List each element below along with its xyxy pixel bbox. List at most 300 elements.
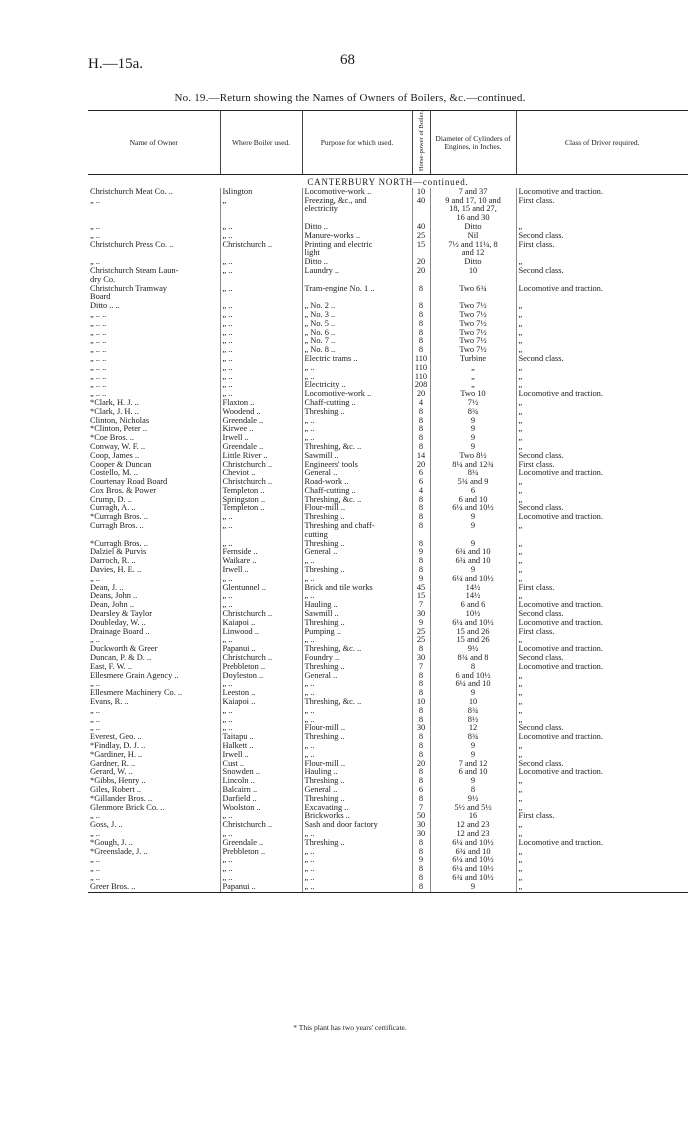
purpose-cell: „ .. (302, 848, 412, 857)
table-row (88, 584, 688, 593)
diameter-cell: 5¾ and 9 (430, 478, 516, 487)
diameter-cell: Two 8½ (430, 452, 516, 461)
driver-class-cell: „ (516, 636, 688, 645)
purpose-cell: „ .. (302, 592, 412, 601)
purpose-cell: „ .. (302, 557, 412, 566)
table-row (88, 672, 688, 681)
driver-class-cell: „ (516, 672, 688, 681)
where-cell: Balcairn .. (220, 786, 302, 795)
hp-cell: 8 (412, 285, 430, 294)
driver-class-cell: Locomotive and traction. (516, 513, 688, 522)
owner-cell: Darroch, R. .. (90, 557, 136, 566)
owner-cell: Greer Bros. .. (88, 883, 220, 892)
where-cell: Prebbleton .. (220, 848, 302, 857)
diameter-cell: 6 and 6 (430, 601, 516, 610)
table-row (88, 601, 688, 610)
driver-class-cell: „ (516, 478, 688, 487)
driver-class-cell: Locomotive and traction. (516, 188, 688, 197)
table-row (88, 874, 688, 883)
driver-class-cell: „ (516, 592, 688, 601)
table-row (88, 548, 688, 557)
owner-cell (88, 214, 220, 223)
owner-cell: „ .. (90, 574, 100, 583)
col-where-header: Where Boiler used. (220, 111, 302, 175)
hp-cell: 8 (412, 839, 430, 848)
owner-cell: Cox Bros. & Power (90, 486, 157, 495)
diameter-cell: 8¾ and 8 (430, 654, 516, 663)
driver-class-cell: „ (516, 751, 688, 760)
table-row (88, 680, 688, 689)
driver-class-cell: Locomotive and traction. (516, 768, 688, 777)
where-cell: Kirwee .. (220, 425, 302, 434)
hp-cell: 110 (412, 355, 430, 364)
driver-class-cell: „ (516, 496, 688, 505)
table-row (88, 698, 688, 707)
where-cell: Halkett .. (220, 742, 302, 751)
where-cell (220, 249, 302, 258)
table-row (88, 381, 688, 390)
hp-cell: 8 (412, 417, 430, 426)
diameter-cell: 9 (430, 689, 516, 698)
table-row (88, 804, 688, 813)
owner-cell: *Gibbs, Henry .. (90, 777, 146, 786)
table-row (88, 689, 688, 698)
diameter-cell: 15 and 26 (430, 636, 516, 645)
diameter-cell: 10 (430, 267, 516, 276)
driver-class-cell: „ (516, 408, 688, 417)
diameter-cell: 9 (430, 883, 516, 892)
driver-class-cell: Locomotive and traction. (516, 601, 688, 610)
diameter-cell (430, 293, 516, 302)
driver-class-cell: „ (516, 381, 688, 390)
where-cell: Snowden .. (220, 768, 302, 777)
diameter-cell: 9 (430, 425, 516, 434)
hp-cell: 8 (412, 645, 430, 654)
purpose-cell: Freezing, &c., and (302, 197, 412, 206)
purpose-cell: Tram-engine No. 1 .. (302, 285, 412, 294)
driver-class-cell: Locomotive and traction. (516, 285, 688, 294)
where-cell: Woolston .. (220, 804, 302, 813)
hp-cell: 50 (412, 812, 430, 821)
where-cell: Irwell .. (220, 434, 302, 443)
driver-class-cell: „ (516, 689, 688, 698)
diameter-cell: 7 and 12 (430, 760, 516, 769)
driver-class-cell: „ (516, 848, 688, 857)
owner-cell: dry Co. (90, 275, 116, 284)
owner-cell: Ellesmere Grain Agency .. (90, 671, 179, 680)
purpose-cell: Chaff-cutting .. (302, 487, 412, 496)
driver-class-cell: Second class. (516, 355, 688, 364)
driver-class-cell (516, 249, 688, 258)
where-cell: Kaiapoi .. (220, 698, 302, 707)
diameter-cell: Two 6¾ (430, 285, 516, 294)
where-cell: Doyleston .. (220, 672, 302, 681)
driver-class-cell: „ (516, 707, 688, 716)
purpose-cell: Chaff-cutting .. (302, 399, 412, 408)
hp-cell: 8 (412, 733, 430, 742)
owner-cell: Drainage Board .. (90, 627, 150, 636)
where-cell: Greendale .. (220, 417, 302, 426)
table-row (88, 575, 688, 584)
owner-cell: Ditto .. .. (90, 302, 120, 311)
driver-class-cell: „ (516, 329, 688, 338)
hp-cell: 6 (412, 786, 430, 795)
owner-cell: „ .. .. (90, 328, 107, 337)
diameter-cell: 8 (430, 786, 516, 795)
hp-cell: 20 (412, 760, 430, 769)
purpose-cell: Locomotive-work .. (302, 188, 412, 197)
hp-cell: 8 (412, 742, 430, 751)
hp-cell: 8 (412, 883, 430, 892)
table-row (88, 645, 688, 654)
diameter-cell: 8¾ (430, 733, 516, 742)
purpose-cell: „ .. (302, 373, 412, 382)
hp-cell: 8 (412, 311, 430, 320)
diameter-cell: 8¾ (430, 707, 516, 716)
hp-cell: 110 (412, 364, 430, 373)
table-row (88, 751, 688, 760)
hp-cell: 30 (412, 610, 430, 619)
table-row (88, 364, 688, 373)
purpose-cell: Brickworks .. (302, 812, 412, 821)
where-cell: Flaxton .. (220, 399, 302, 408)
diameter-cell: Two 7½ (430, 329, 516, 338)
hp-cell: 10 (412, 698, 430, 707)
hp-cell: 7 (412, 663, 430, 672)
hp-cell: 8 (412, 865, 430, 874)
owner-cell: Everest, Geo. .. (90, 733, 142, 742)
driver-class-cell (516, 276, 688, 285)
hp-cell: 8 (412, 425, 430, 434)
hp-cell (412, 205, 430, 214)
table-row (88, 188, 688, 197)
purpose-cell: Threshing and chaff- (302, 522, 412, 531)
purpose-cell: „ .. (302, 417, 412, 426)
diameter-cell: Two 7½ (430, 337, 516, 346)
driver-class-cell: „ (516, 320, 688, 329)
purpose-cell: „ .. (302, 636, 412, 645)
table-row (88, 302, 688, 311)
hp-cell: 9 (412, 548, 430, 557)
diameter-cell: 8¼ (430, 469, 516, 478)
table-row (88, 337, 688, 346)
table-row (88, 232, 688, 241)
diameter-cell: Turbine (430, 355, 516, 364)
owner-cell (88, 205, 220, 214)
diameter-cell: 7½ (430, 399, 516, 408)
purpose-cell: General .. (302, 469, 412, 478)
owner-cell: „ .. .. (90, 346, 107, 355)
hp-cell: 6 (412, 478, 430, 487)
driver-class-cell: Second class. (516, 610, 688, 619)
hp-cell: 20 (412, 390, 430, 399)
driver-class-cell: Second class. (516, 504, 688, 513)
hp-cell: 8 (412, 329, 430, 338)
diameter-cell: 6¼ and 10½ (430, 619, 516, 628)
table-row (88, 285, 688, 294)
col-diameter-header: Diameter of Cylinders of Engines, in Inches. (430, 111, 516, 175)
purpose-cell: „ .. (302, 680, 412, 689)
table-row (88, 346, 688, 355)
owner-cell: „ .. .. (90, 354, 107, 363)
owner-cell: East, F. W. .. (90, 662, 133, 671)
driver-class-cell (516, 293, 688, 302)
diameter-cell: Two 10 (430, 390, 516, 399)
owner-cell: „ .. .. (90, 337, 107, 346)
where-cell (220, 531, 302, 540)
purpose-cell: „ .. (302, 856, 412, 865)
purpose-cell: Threshing .. (302, 408, 412, 417)
purpose-cell (302, 293, 412, 302)
purpose-cell: Engineers' tools (302, 461, 412, 470)
owner-cell: Gardner, R. .. (90, 759, 136, 768)
diameter-cell: 18, 15 and 27, (430, 205, 516, 214)
table-row (88, 777, 688, 786)
hp-cell: 8 (412, 680, 430, 689)
diameter-cell: 6 and 10 (430, 768, 516, 777)
hp-cell: 8 (412, 777, 430, 786)
hp-cell: 8 (412, 795, 430, 804)
purpose-cell: „ No. 2 .. (302, 302, 412, 311)
driver-class-cell: Locomotive and traction. (516, 469, 688, 478)
driver-class-cell: „ (516, 399, 688, 408)
driver-class-cell: „ (516, 522, 688, 531)
hp-cell: 8 (412, 689, 430, 698)
driver-class-cell: „ (516, 487, 688, 496)
purpose-cell: Sash and door factory (302, 821, 412, 830)
purpose-cell: „ .. (302, 751, 412, 760)
owner-cell: „ .. .. (90, 319, 107, 328)
diameter-cell: Two 7½ (430, 320, 516, 329)
diameter-cell: 8 (430, 663, 516, 672)
diameter-cell: 12 and 23 (430, 821, 516, 830)
hp-cell (412, 214, 430, 223)
owner-cell: Dean, J. .. (90, 583, 124, 592)
purpose-cell: „ No. 6 .. (302, 329, 412, 338)
purpose-cell: Locomotive-work .. (302, 390, 412, 399)
driver-class-cell: „ (516, 680, 688, 689)
purpose-cell: „ .. (302, 830, 412, 839)
where-cell: „ .. (220, 320, 302, 329)
owner-cell: *Clinton, Peter .. (90, 425, 147, 434)
table-row (88, 373, 688, 382)
driver-class-cell: „ (516, 337, 688, 346)
where-cell: „ .. (220, 346, 302, 355)
hp-cell (412, 293, 430, 302)
owner-cell (88, 249, 220, 258)
hp-cell: 8 (412, 707, 430, 716)
where-cell: „ .. (220, 680, 302, 689)
where-cell: „ .. (220, 302, 302, 311)
table-row (88, 390, 688, 399)
where-cell: Cheviot .. (220, 469, 302, 478)
where-cell: „ .. (220, 636, 302, 645)
hp-cell: 7 (412, 601, 430, 610)
owner-cell: *Gough, J. .. (90, 838, 133, 847)
owner-cell: *Curragh Bros. .. (90, 539, 148, 548)
purpose-cell: „ .. (302, 742, 412, 751)
purpose-cell: Manure-works .. (302, 232, 412, 241)
where-cell: „ .. (220, 540, 302, 549)
hp-cell: 8 (412, 566, 430, 575)
owner-cell: Gerard, W. .. (90, 768, 133, 777)
table-row (88, 628, 688, 637)
diameter-cell: Two 7½ (430, 302, 516, 311)
driver-class-cell: First class. (516, 628, 688, 637)
diameter-cell: 10 (430, 698, 516, 707)
where-cell: Prebbleton .. (220, 663, 302, 672)
purpose-cell: Threshing, &c. .. (302, 645, 412, 654)
where-cell: „ .. (220, 355, 302, 364)
diameter-cell: Ditto (430, 223, 516, 232)
where-cell: Lincoln .. (220, 777, 302, 786)
owner-cell: „ .. (90, 231, 100, 240)
table-row (88, 786, 688, 795)
diameter-cell: 6 and 10½ (430, 672, 516, 681)
where-cell: „ .. (220, 601, 302, 610)
driver-class-cell: „ (516, 223, 688, 232)
diameter-cell: „ (430, 381, 516, 390)
diameter-cell: 6 (430, 487, 516, 496)
driver-class-cell: Locomotive and traction. (516, 733, 688, 742)
hp-cell: 9 (412, 575, 430, 584)
driver-class-cell: „ (516, 795, 688, 804)
table-row (88, 856, 688, 865)
purpose-cell: Threshing .. (302, 513, 412, 522)
where-cell: „ .. (220, 830, 302, 839)
driver-class-cell: Locomotive and traction. (516, 390, 688, 399)
diameter-cell (430, 531, 516, 540)
driver-class-cell: Second class. (516, 267, 688, 276)
diameter-cell: 6¾ and 10½ (430, 874, 516, 883)
where-cell: „ .. (220, 232, 302, 241)
table-row (88, 707, 688, 716)
diameter-cell: 14½ (430, 592, 516, 601)
purpose-cell: Electric trams .. (302, 355, 412, 364)
driver-class-cell: „ (516, 566, 688, 575)
driver-class-cell: „ (516, 575, 688, 584)
diameter-cell: 8½ (430, 716, 516, 725)
col-owner-header: Name of Owner (88, 111, 220, 175)
owner-cell: Giles, Robert .. (90, 785, 141, 794)
table-row (88, 434, 688, 443)
diameter-cell: 6¼ and 10½ (430, 839, 516, 848)
diameter-cell: Ditto (430, 258, 516, 267)
where-cell: Waikare .. (220, 557, 302, 566)
table-row (88, 496, 688, 505)
purpose-cell: „ .. (302, 364, 412, 373)
driver-class-cell: Second class. (516, 452, 688, 461)
driver-class-cell: „ (516, 540, 688, 549)
table-row (88, 557, 688, 566)
diameter-cell: 9 (430, 742, 516, 751)
purpose-cell: Threshing .. (302, 733, 412, 742)
purpose-cell: General .. (302, 786, 412, 795)
purpose-cell (302, 276, 412, 285)
owner-cell: „ .. (90, 222, 100, 231)
table-row (88, 241, 688, 250)
table-row (88, 461, 688, 470)
table-row (88, 469, 688, 478)
purpose-cell: „ .. (302, 865, 412, 874)
diameter-cell: 9½ (430, 795, 516, 804)
purpose-cell: Foundry .. (302, 654, 412, 663)
where-cell: „ .. (220, 812, 302, 821)
purpose-cell: light (302, 249, 412, 258)
purpose-cell: General .. (302, 672, 412, 681)
boiler-owners-table (88, 110, 688, 893)
owner-cell: Christchurch Tramway (90, 284, 167, 293)
purpose-cell: electricity (302, 205, 412, 214)
table-row (88, 320, 688, 329)
hp-cell: 8 (412, 768, 430, 777)
owner-cell: Conway, W. F. .. (90, 442, 146, 451)
hp-cell: 8 (412, 848, 430, 857)
where-cell: Fernside .. (220, 548, 302, 557)
owner-cell: „ .. (90, 636, 100, 645)
hp-cell: 6 (412, 469, 430, 478)
driver-class-cell: First class. (516, 584, 688, 593)
where-cell: Christchurch .. (220, 610, 302, 619)
diameter-cell: 9 (430, 777, 516, 786)
owner-cell: *Gillander Bros. .. (90, 794, 153, 803)
purpose-cell: Laundry .. (302, 267, 412, 276)
diameter-cell: 6¼ and 10½ (430, 575, 516, 584)
where-cell: „ .. (220, 592, 302, 601)
where-cell: „ .. (220, 329, 302, 338)
purpose-cell: Brick and tile works (302, 584, 412, 593)
table-row (88, 197, 688, 206)
hp-cell: 9 (412, 619, 430, 628)
table-row (88, 883, 688, 892)
where-cell: Irwell .. (220, 751, 302, 760)
purpose-cell: „ .. (302, 716, 412, 725)
owner-cell: Ellesmere Machinery Co. .. (90, 689, 183, 698)
table-row (88, 408, 688, 417)
report-reference: H.—15a. (88, 56, 143, 72)
driver-class-cell: Locomotive and traction. (516, 619, 688, 628)
table-row (88, 830, 688, 839)
owner-cell: Dean, John .. (90, 601, 134, 610)
hp-cell: 7 (412, 804, 430, 813)
diameter-cell: 7 and 37 (430, 188, 516, 197)
owner-cell: Christchurch Steam Laun- (90, 266, 179, 275)
purpose-cell: „ .. (302, 689, 412, 698)
hp-cell: 8 (412, 522, 430, 531)
table-row (88, 566, 688, 575)
owner-cell: Christchurch Meat Co. .. (90, 187, 173, 196)
diameter-cell: 8¾ (430, 408, 516, 417)
where-cell: Leeston .. (220, 689, 302, 698)
table-row (88, 531, 688, 540)
diameter-cell: 6¼ and 10½ (430, 856, 516, 865)
hp-cell: 8 (412, 751, 430, 760)
purpose-cell: Electricity .. (302, 381, 412, 390)
where-cell: Little River .. (220, 452, 302, 461)
owner-cell: „ .. .. (90, 310, 107, 319)
where-cell: Kaiapoi .. (220, 619, 302, 628)
purpose-cell: Sawmill .. (302, 452, 412, 461)
where-cell: „ .. (220, 856, 302, 865)
purpose-cell: Sawmill .. (302, 610, 412, 619)
purpose-cell: „ .. (302, 874, 412, 883)
purpose-cell: Excavating .. (302, 804, 412, 813)
hp-cell: 30 (412, 830, 430, 839)
owner-cell: „ .. .. (90, 390, 107, 399)
where-cell (220, 214, 302, 223)
where-cell: Greendale .. (220, 443, 302, 452)
driver-class-cell: „ (516, 557, 688, 566)
